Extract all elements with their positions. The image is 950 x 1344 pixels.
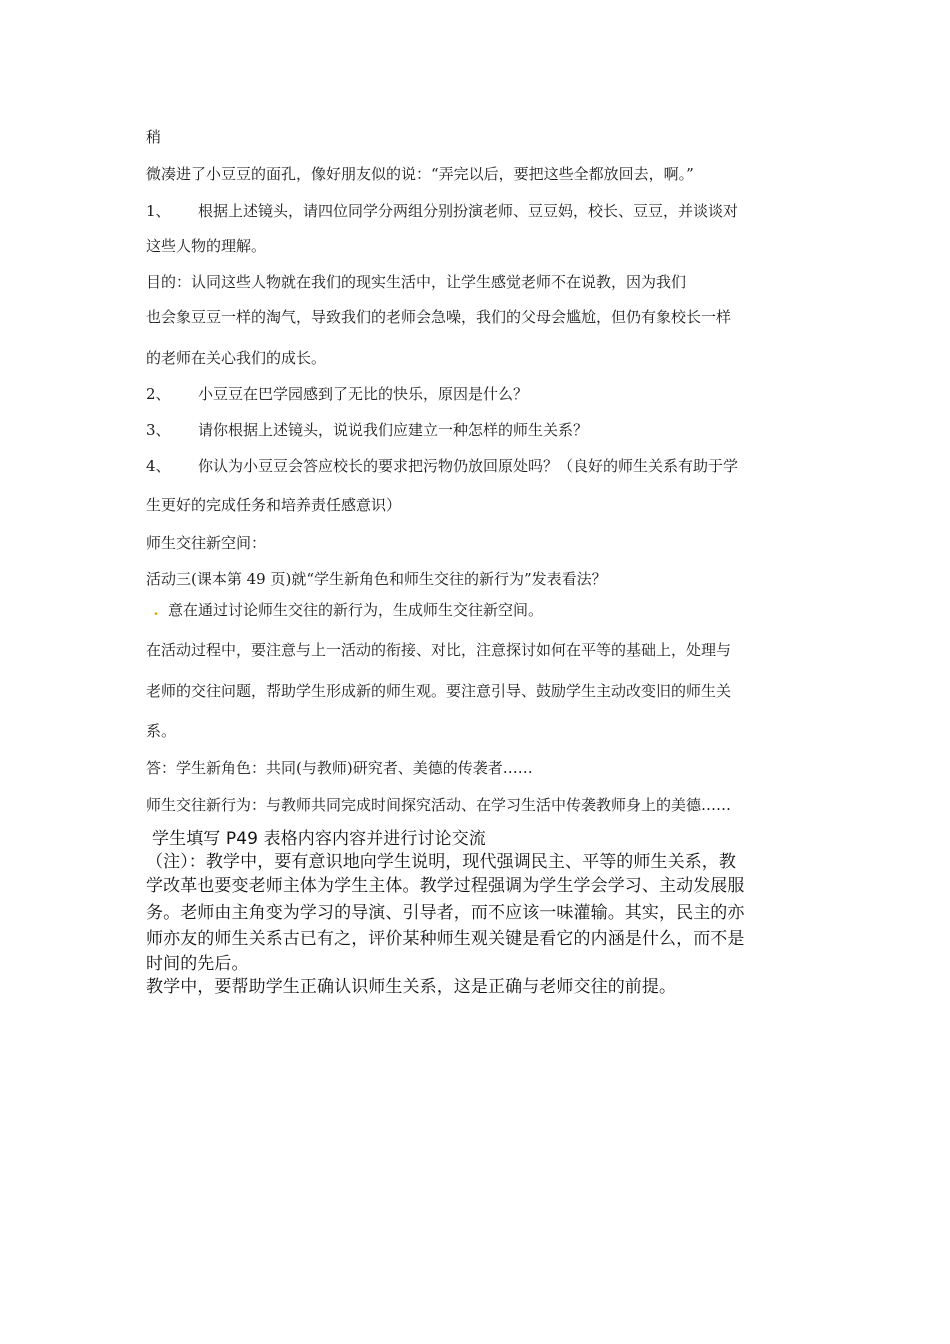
question-text: 你认为小豆豆会答应校长的要求把污物仍放回原处吗？（良好的师生关系有助于学 xyxy=(198,457,739,475)
text-line: 师生交往新行为：与教师共同完成时间探究活动、在学习生活中传袭教师身上的美德…… xyxy=(146,796,732,814)
text-line: 目的：认同这些人物就在我们的现实生活中，让学生感觉老师不在说教，因为我们 xyxy=(146,273,687,291)
text-line: 稍 xyxy=(146,128,162,146)
text-line: 也会象豆豆一样的淘气，导致我们的老师会急噪，我们的父母会尴尬，但仍有象校长一样 xyxy=(146,308,732,326)
question-number: 4、 xyxy=(146,457,171,475)
scanned-text-line: 师亦友的师生关系古已有之，评价某种师生观关键是看它的内涵是什么，而不是 xyxy=(146,929,745,949)
text-line: 在活动过程中，要注意与上一活动的衔接、对比，注意探讨如何在平等的基础上，处理与 xyxy=(146,641,732,659)
question-2 xyxy=(146,384,528,404)
bullet-icon: . xyxy=(153,601,159,619)
text-line: 的老师在关心我们的成长。 xyxy=(146,349,327,367)
text-line: 系。 xyxy=(146,722,177,740)
scanned-text-line: 务。老师由主角变为学习的导演、引导者，而不应该一味灌输。其实，民主的亦 xyxy=(146,903,745,923)
section-heading: 师生交往新空间： xyxy=(146,534,267,552)
text-line: 微凑进了小豆豆的面孔，像好朋友似的说：“弄完以后，要把这些全都放回去，啊。” xyxy=(146,165,694,183)
scanned-text-line: 学改革也要变老师主体为学生主体。教学过程强调为学生学会学习、主动发展服 xyxy=(146,876,745,896)
question-text: 根据上述镜头，请四位同学分两组分别扮演老师、豆豆妈，校长、豆豆，并谈谈对 xyxy=(198,202,739,220)
question-text: 小豆豆在巴学园感到了无比的快乐，原因是什么？ xyxy=(198,385,529,403)
scanned-text-line: 学生填写 P49 表格内容内容并进行讨论交流 xyxy=(152,829,486,849)
question-4 xyxy=(146,456,738,476)
bullet-text: 意在通过讨论师生交往的新行为，生成师生交往新空间。 xyxy=(168,601,544,619)
text-line: 老师的交往问题，帮助学生形成新的师生观。要注意引导、鼓励学生主动改变旧的师生关 xyxy=(146,682,732,700)
question-3 xyxy=(146,420,588,440)
scanned-text-line: （注）：教学中，要有意识地向学生说明，现代强调民主、平等的师生关系，教 xyxy=(146,852,736,872)
text-line: 活动三(课本第 49 页)就“学生新角色和师生交往的新行为”发表看法？ xyxy=(146,570,607,588)
question-1 xyxy=(146,201,738,221)
text-line: 生更好的完成任务和培养责任感意识） xyxy=(146,496,402,514)
scanned-text-line: 教学中，要帮助学生正确认识师生关系，这是正确与老师交往的前提。 xyxy=(146,977,677,997)
question-number: 2、 xyxy=(146,385,171,403)
scanned-text-line: 时间的先后。 xyxy=(146,954,249,974)
bullet-line xyxy=(146,600,543,620)
text-line: 答：学生新角色：共同(与教师)研究者、美德的传袭者…… xyxy=(146,759,533,777)
question-number: 3、 xyxy=(146,421,171,439)
question-text: 请你根据上述镜头，说说我们应建立一种怎样的师生关系？ xyxy=(198,421,589,439)
text-line: 这些人物的理解。 xyxy=(146,237,267,255)
question-number: 1、 xyxy=(146,202,171,220)
